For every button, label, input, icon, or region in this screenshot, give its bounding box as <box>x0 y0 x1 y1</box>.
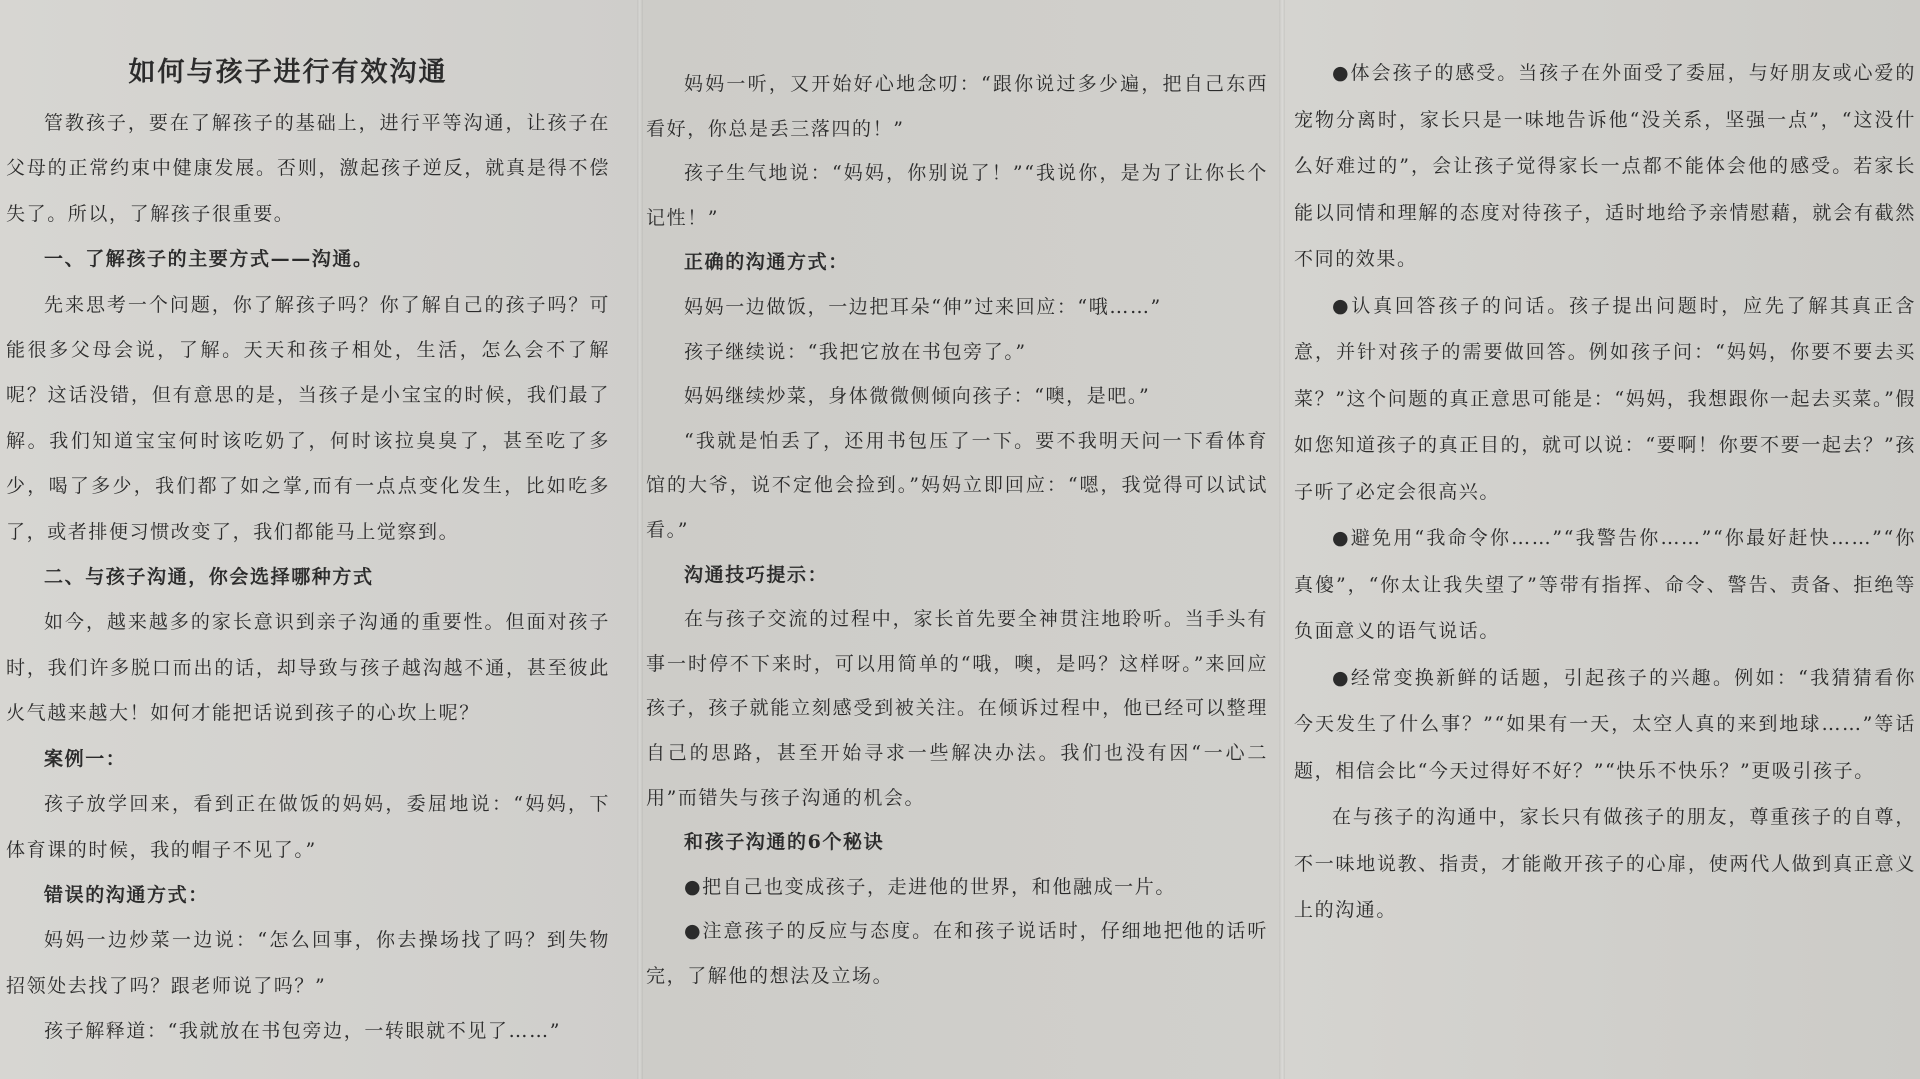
body-paragraph: 妈妈一边炒菜一边说：“怎么回事，你去操场找了吗？到失物招领处去找了吗？跟老师说了吗？” <box>6 929 610 997</box>
body-paragraph: 先来思考一个问题，你了解孩子吗？你了解自己的孩子吗？可能很多父母会说，了解。天天和孩子相处，生活，怎么会不了解呢？这话没错，但有意思的是，当孩子是小宝宝的时候，我们最了解。我们知道宝宝何时该吃奶了，何时该拉臭臭了，甚至吃了多少，喝了多少，我们都了如之掌,而有一点点变化发生，比如吃多了，或者排便习惯改变了，我们都能马上觉察到。 <box>6 293 610 543</box>
section-heading: 沟通技巧提示： <box>684 563 829 586</box>
column-right-content <box>1282 50 1920 934</box>
section-heading: 一、了解孩子的主要方式——沟通。 <box>44 248 374 271</box>
bullet-paragraph: ●把自己也变成孩子，走进他的世界，和他融成一片。 <box>684 875 1176 898</box>
bullet-paragraph: ●经常变换新鲜的话题，引起孩子的兴趣。例如：“我猜猜看你今天发生了什么事？”“如果有一天，太空人真的来到地球……”等话题，相信会比“今天过得好不好？”“快乐不快乐？”更吸引孩子。 <box>1294 666 1916 782</box>
body-paragraph: 孩子生气地说：“妈妈，你别说了！”“我说你，是为了让你长个记性！” <box>646 162 1268 229</box>
document-title: 如何与孩子进行有效沟通 <box>128 57 448 88</box>
body-paragraph: 在与孩子交流的过程中，家长首先要全神贯注地聆听。当手头有事一时停不下来时，可以用简单的“哦，噢，是吗？这样呀。”来回应孩子，孩子就能立刻感受到被关注。在倾诉过程中，他已经可以整理自己的思路，甚至开始寻求一些解决办法。我们也没有因“一心二用”而错失与孩子沟通的机会。 <box>646 608 1268 809</box>
body-paragraph: 孩子继续说：“我把它放在书包旁了。” <box>684 340 1027 363</box>
body-paragraph: 如今，越来越多的家长意识到亲子沟通的重要性。但面对孩子时，我们许多脱口而出的话，却导致与孩子越沟越不通，甚至彼此火气越来越大！如何才能把话说到孩子的心坎上呢？ <box>6 611 610 725</box>
body-paragraph: 妈妈一边做饭，一边把耳朵“伸”过来回应：“哦……” <box>684 295 1162 318</box>
page-fold <box>637 0 643 1079</box>
bullet-paragraph: ●认真回答孩子的问话。孩子提出问题时，应先了解其真正含意，并针对孩子的需要做回答。例如孩子问：“妈妈，你要不要去买菜？”这个问题的真正意思可能是：“妈妈，我想跟你一起去买菜。”假如您知道孩子的真正目的，就可以说：“要啊！你要不要一起去？”孩子听了必定会很高兴。 <box>1294 294 1916 503</box>
section-heading: 正确的沟通方式： <box>684 251 849 274</box>
column-middle-content <box>640 62 1282 998</box>
column-left-content <box>6 50 610 1055</box>
section-heading: 和孩子沟通的6个秘诀 <box>684 831 885 854</box>
body-paragraph: 妈妈继续炒菜，身体微微侧倾向孩子：“噢，是吧。” <box>684 385 1151 408</box>
bullet-paragraph: ●避免用“我命令你……”“我警告你……”“你最好赶快……”“你真傻”，“你太让我失望了”等带有指挥、命令、警告、责备、拒绝等负面意义的语气说话。 <box>1294 527 1916 642</box>
section-heading: 案例一： <box>44 747 127 770</box>
page-fold <box>1279 0 1285 1079</box>
column-middle <box>640 0 1282 1079</box>
body-paragraph: 管教孩子，要在了解孩子的基础上，进行平等沟通，让孩子在父母的正常约束中健康发展。否则，激起孩子逆反，就真是得不偿失了。所以，了解孩子很重要。 <box>6 112 610 225</box>
body-paragraph: 在与孩子的沟通中，家长只有做孩子的朋友，尊重孩子的自尊，不一味地说教、指责，才能敞开孩子的心扉，使两代人做到真正意义上的沟通。 <box>1294 806 1916 921</box>
section-heading: 二、与孩子沟通，你会选择哪种方式 <box>44 566 374 589</box>
body-paragraph: 孩子解释道：“我就放在书包旁边，一转眼就不见了……” <box>44 1020 562 1043</box>
bullet-paragraph: ●体会孩子的感受。当孩子在外面受了委屈，与好朋友或心爱的宠物分离时，家长只是一味地告诉他“没关系，坚强一点”，“这没什么好难过的”，会让孩子觉得家长一点都不能体会他的感受。若家长能以同情和理解的态度对待孩子，适时地给予亲情慰藉，就会有截然不同的效果。 <box>1294 62 1916 270</box>
section-heading: 错误的沟通方式： <box>44 883 209 906</box>
bullet-paragraph: ●注意孩子的反应与态度。在和孩子说话时，仔细地把他的话听完，了解他的想法及立场。 <box>646 920 1268 987</box>
column-left <box>0 0 640 1079</box>
body-paragraph: 妈妈一听，又开始好心地念叨：“跟你说过多少遍，把自己东西看好，你总是丢三落四的！” <box>646 73 1268 140</box>
body-paragraph: 孩子放学回来，看到正在做饭的妈妈，委屈地说：“妈妈，下体育课的时候，我的帽子不见了。” <box>6 793 610 861</box>
body-paragraph: “我就是怕丢了，还用书包压了一下。要不我明天问一下看体育馆的大爷，说不定他会捡到。”妈妈立即回应：“嗯，我觉得可以试试看。” <box>646 429 1268 541</box>
column-right <box>1282 0 1920 1079</box>
